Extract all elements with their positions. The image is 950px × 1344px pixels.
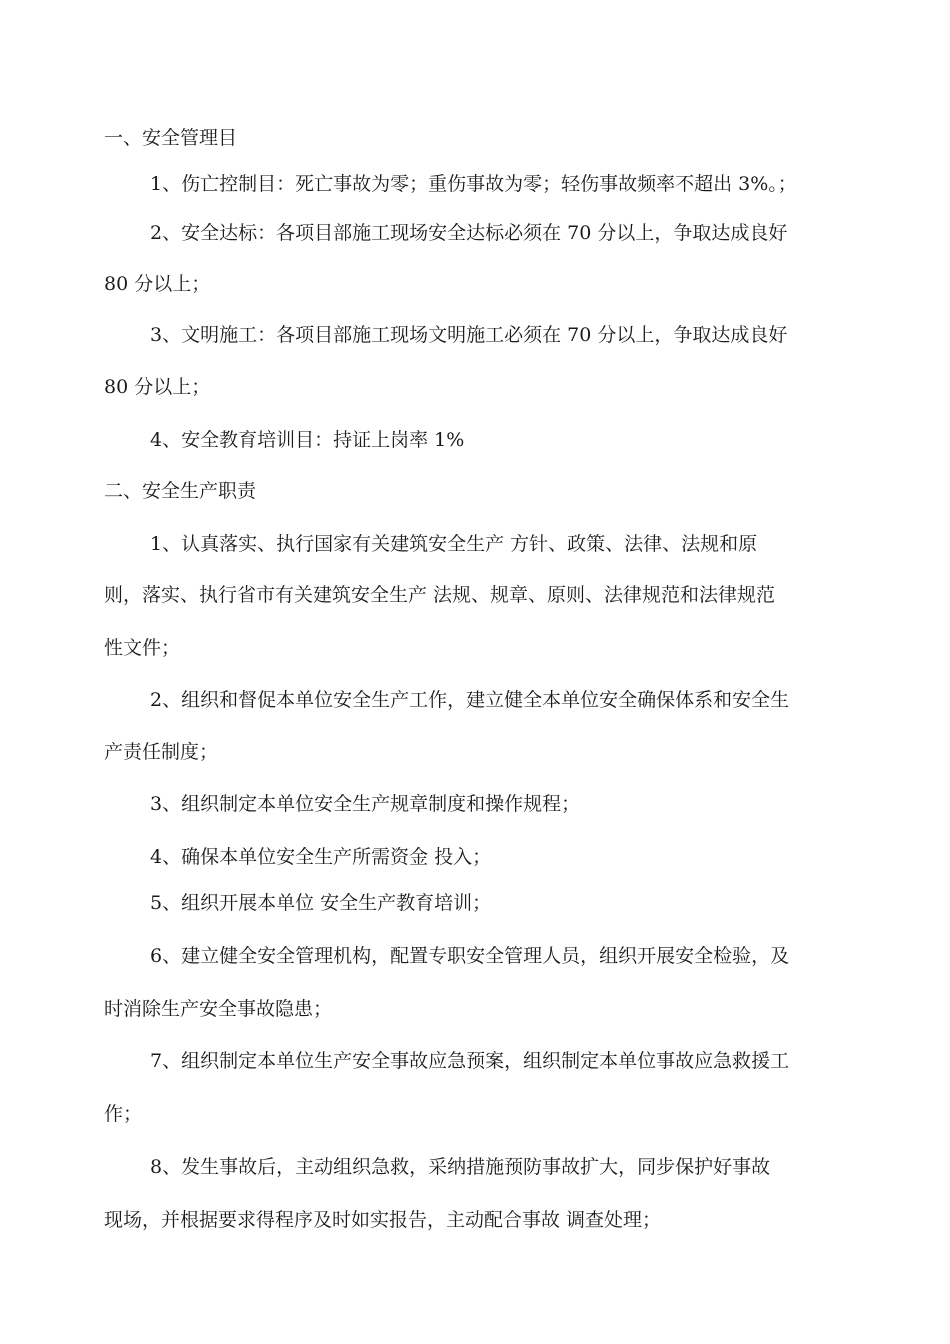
paragraph-line: 80 分以上；: [104, 273, 211, 295]
paragraph-line: 1、伤亡控制目：死亡事故为零；重伤事故为零；轻伤事故频率不超出 3%。；: [150, 173, 797, 195]
paragraph-line: 产责任制度；: [104, 741, 219, 763]
paragraph-line: 5、组织开展本单位 安全生产教育培训；: [150, 892, 492, 914]
paragraph-line: 7、组织制定本单位生产安全事故应急预案，组织制定本单位事故应急救援工: [150, 1050, 790, 1072]
paragraph-line: 作；: [104, 1103, 143, 1125]
paragraph-line: 1、认真落实、执行国家有关建筑安全生产 方针、政策、法律、法规和原: [150, 533, 758, 555]
paragraph-line: 4、安全教育培训目：持证上岗率 1%: [150, 429, 465, 451]
paragraph-line: 3、文明施工：各项目部施工现场文明施工必须在 70 分以上，争取达成良好: [150, 324, 788, 346]
paragraph-line: 8、发生事故后，主动组织急救，采纳措施预防事故扩大，同步保护好事故: [150, 1156, 771, 1178]
section-heading-2: 二、安全生产职责: [104, 480, 257, 502]
paragraph-line: 4、确保本单位安全生产所需资金 投入；: [150, 846, 492, 868]
paragraph-line: 6、建立健全安全管理机构，配置专职安全管理人员，组织开展安全检验，及: [150, 945, 790, 967]
paragraph-line: 3、组织制定本单位安全生产规章制度和操作规程；: [150, 793, 581, 815]
paragraph-line: 则，落实、执行省市有关建筑安全生产 法规、规章、原则、法律规范和法律规范: [104, 584, 776, 606]
paragraph-line: 2、安全达标：各项目部施工现场安全达标必须在 70 分以上，争取达成良好: [150, 222, 788, 244]
paragraph-line: 80 分以上；: [104, 376, 211, 398]
paragraph-line: 现场，并根据要求得程序及时如实报告，主动配合事故 调查处理；: [104, 1209, 662, 1231]
paragraph-line: 时消除生产安全事故隐患；: [104, 998, 333, 1020]
paragraph-line: 性文件；: [104, 637, 181, 659]
paragraph-line: 2、组织和督促本单位安全生产工作，建立健全本单位安全确保体系和安全生: [150, 689, 790, 711]
section-heading-1: 一、安全管理目: [104, 127, 238, 149]
